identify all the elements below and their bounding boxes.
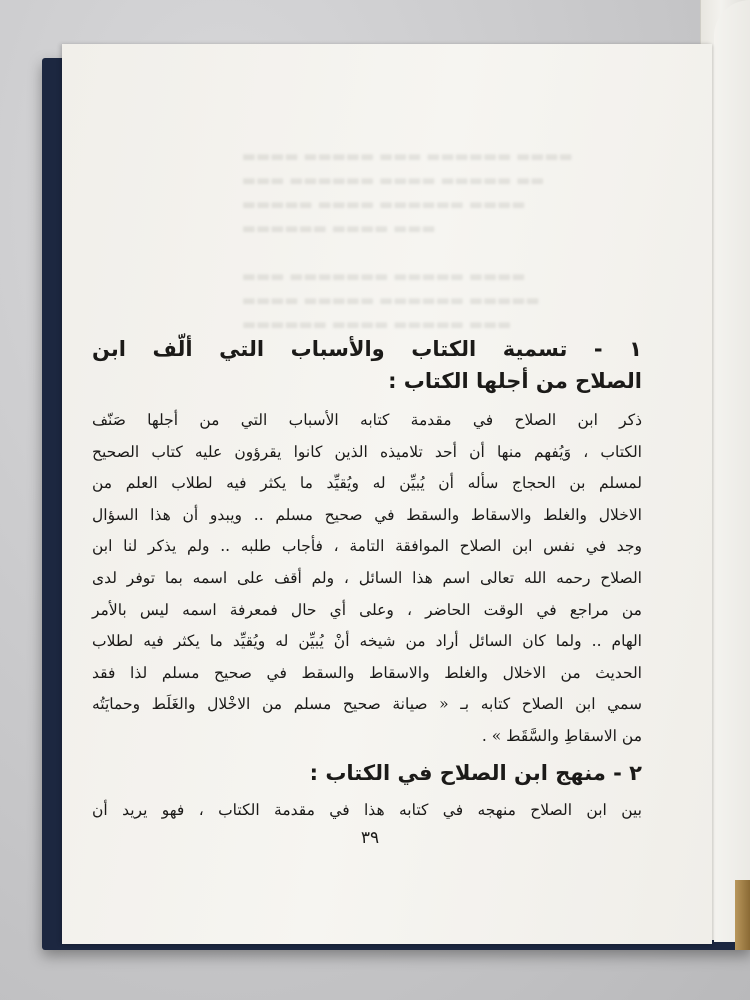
paragraph-1-line: ذكر ابن الصلاح في مقدمة كتابه الأسباب التي من أجلها صَنّف bbox=[92, 411, 642, 429]
heading-2-line: ٢ - منهج ابن الصلاح في الكتاب : bbox=[309, 760, 642, 785]
paragraph-1-line: الصلاح رحمه الله تعالى اسم هذا السائل ، ولم أقف على اسمه بما توفر لدى bbox=[92, 568, 642, 587]
paragraph-1-line: الحديث من الاخلال والغلط والاسقاط والسقط في صحيح مسلم لذا فقد bbox=[92, 663, 642, 682]
paragraph-1-line: لمسلم بن الحجاج سأله أن يُبيِّن له ويُقيِّد ما يكثر فيه لطلاب العلم من bbox=[92, 474, 642, 493]
heading-1-line-2: الصلاح من أجلها الكتاب : bbox=[388, 369, 642, 393]
paragraph-1-line: الكتاب ، وَيُفهم منها أن أحد تلاميذه الذين كانوا يقرؤون عليه كتاب الصحيح bbox=[92, 442, 642, 461]
section-heading-1 bbox=[92, 333, 642, 397]
paragraph-1 bbox=[92, 405, 642, 753]
show-through-text: ▬▬▬▬ ▬▬▬▬▬ ▬▬▬ ▬▬▬▬▬▬ ▬▬▬▬ ▬▬▬ ▬▬▬▬▬▬ ▬▬▬▬ ▬▬▬▬▬ ▬▬ ▬▬▬▬▬ ▬▬▬▬ ▬▬▬▬▬▬ ▬▬▬▬ ▬▬▬▬▬▬ ▬▬▬▬ ▬▬▬ ▬▬▬ ▬▬▬▬▬▬▬ ▬▬▬▬▬ ▬▬▬▬ ▬▬▬▬ ▬▬▬▬▬ ▬▬▬▬▬▬ ▬▬▬▬▬ ▬▬▬▬▬▬ ▬▬▬▬ ▬▬▬▬▬ ▬▬▬ bbox=[242, 147, 573, 333]
section-heading-2 bbox=[92, 757, 642, 789]
page-number: ٣٩ bbox=[360, 828, 380, 848]
paragraph-1-line: الاخلال والغلط والاسقاط والسقط في صحيح مسلم .. ويبدو أن هذا السؤال bbox=[92, 505, 642, 524]
heading-1-line-1: ١ - تسمية الكتاب والأسباب التي ألّف ابن bbox=[92, 337, 642, 361]
paragraph-2 bbox=[92, 795, 642, 827]
page-text bbox=[92, 330, 642, 826]
paragraph-1-line: من الاسقاطِ والسَّقَط » . bbox=[481, 726, 642, 745]
facing-page-curl bbox=[714, 0, 750, 942]
paragraph-1-line: الهام .. ولما كان السائل أراد من شيخه أنْ يُبيِّن له ويُقيِّد ما يكثر فيه لطلاب bbox=[92, 632, 642, 651]
paragraph-1-line: من مراجع في الوقت الحاضر ، وعلى أي حال فمعرفة اسمه ليس بالأمر bbox=[92, 600, 642, 619]
paragraph-1-line: وجد في نفس ابن الصلاح الموافقة التامة ، فأجاب طلبه .. ولم يذكر لنا ابن bbox=[92, 537, 642, 556]
paragraph-2-line: بين ابن الصلاح منهجه في كتابه هذا في مقدمة الكتاب ، فهو يريد أن bbox=[92, 800, 642, 819]
paragraph-1-line: سمي ابن الصلاح كتابه بـ « صيانة صحيح مسلم من الاخْلال والغَلَط وحمايَتُه bbox=[92, 695, 642, 714]
gilded-page-edge bbox=[735, 880, 750, 950]
